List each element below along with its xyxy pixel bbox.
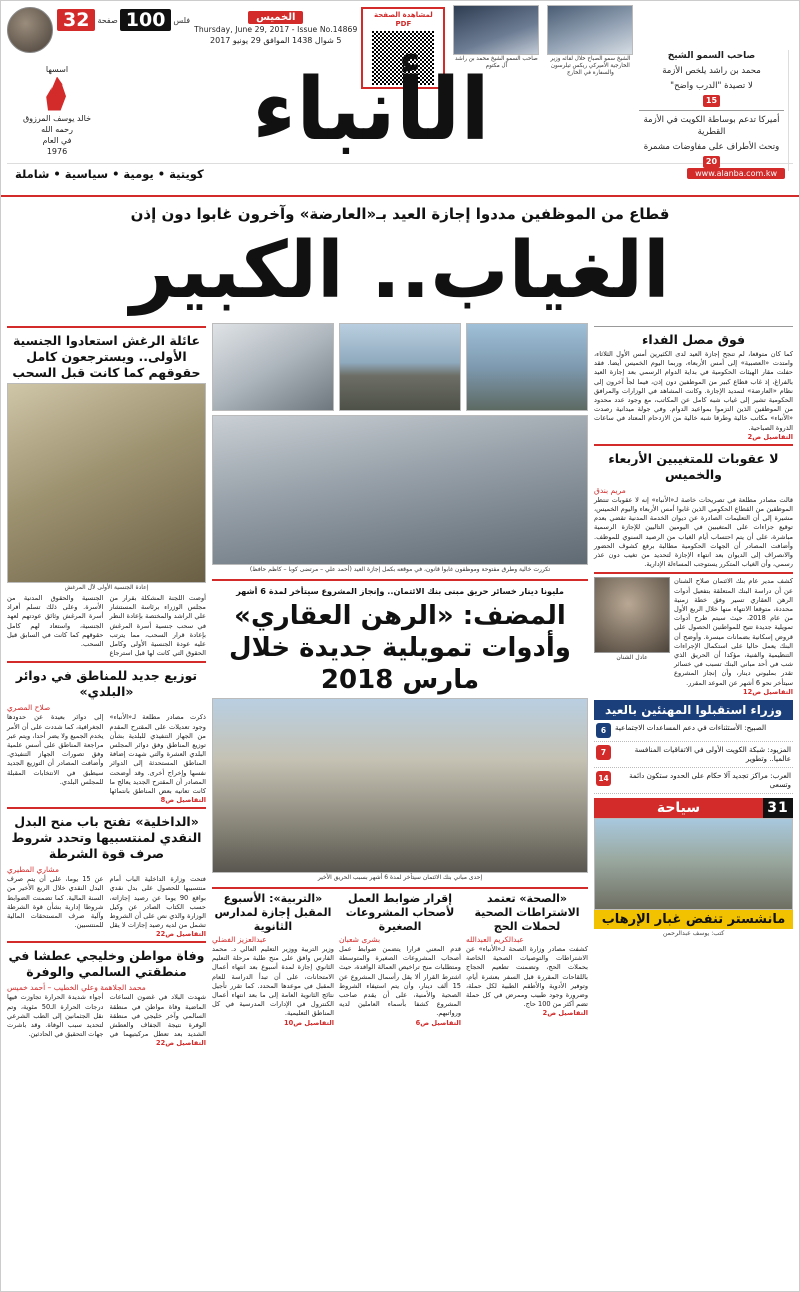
story-baladi-more[interactable]: التفاصيل ص8 [160, 796, 206, 805]
manchester-street-photo [594, 818, 793, 910]
side-news-1: أميركا تدعم بوساطة الكويت في الأزمة القطرية [643, 114, 780, 137]
substory-small-business [339, 892, 461, 1027]
founder-line3: رحمه الله [41, 124, 73, 134]
day-badge: الخميس [248, 11, 303, 24]
top-photo-1-caption: صاحب السمو الشيخ محمد بن راشد آل مكتوم [455, 56, 538, 69]
story-rgesh-headline[interactable]: عائلة الرغش استعادوا الجنسية الأولى.. ويسترجعون كامل حقوقهم كما كانت قبل السحب [12, 333, 201, 380]
sheikh-mohammed-photo [453, 5, 539, 55]
substory-education-body: وزير التربية ووزير التعليم العالي د. محمد الفارس وافق على منح طلبة مرحلة التعليم الثانوي إجازة لمدة أسبوع بعد انتهاء أعمال الامتحانات، على أن تبدأ الدراسة للعام المقبل في موعدها المحدد. كما تقرر تأجيل نتائج الثانوية العامة إلى ما بعد انتهاء أعمال الكنترول في الإدارات المدرسية في كل المناطق التعليمية. [211, 945, 334, 1018]
substory-health-headline[interactable]: «الصحة» تعتمد الاشتراطات الصحية لحملات الحج [474, 892, 580, 933]
masthead-logo-row [7, 50, 793, 166]
story-interior-headline[interactable]: «الداخلية» تفتح باب منح البدل النقدي لمنتسبيها وتحدد شروط صرف قوة الشرطة [11, 814, 202, 862]
flame-icon [42, 77, 72, 111]
no-penalties-body: قالت مصادر مطلعة في تصريحات خاصة لـ«الأنباء» إنه لا عقوبات تنتظر الموظفين من القطاع الحكومي الذين غابوا أمس الأربعاء واليوم الخميس، مشيرة إلى أن التعليمات الصادرة عن ديوان الخدمة المدنية تقضي بعدم توقيع جزاءات على المتغيبين في اليومين التاليين للإجازة الرسمية مباشرة، على أن يتم احتساب أيام الغياب من الرصيد السنوي للموظف. وأضافت المصادر أن الجهات الحكومية مطالبة برفع كشوف الحضور والانصراف إلى الديوان بعد انتهاء الإجازة لتحديد من تغيب دون عذر رسمي، وأن الغياب المتكرر يستوجب المساءلة الإدارية. [594, 495, 793, 569]
content-grid [1, 323, 799, 1047]
substory-health-byline: عبدالكريم العبدالله [466, 935, 524, 944]
page-number-badge: 6 [596, 723, 611, 738]
opinion-body: كما كان متوقعا، لم تنجح إجازة العيد لدى الكثيرين أمس الأول الثلاثاء، وامتدت «العصبية» إلى أمس الأربعاء، وربما اليوم الخميس أيضا. فقد حفلت مقار الهيئات الحكومية في بداية الدوام الرسمي بعد إجازة العيد بالفراغ، إذ غاب قطاع كبير من الموظفين دون إذن، فيما لجأ آخرون إلى نظام «العارضة» لتمديد الإجازة. وكانت المشاهد في الوزارات والمرافق الحكومية تشير إلى غياب شبه كامل عن المكاتب، مع وجود عدد محدود من الموظفين الذين التزموا بمواعيد الدوام. وفي جولة ميدانية رصدت «الأنباء» مكاتب خالية وطرقا شبه خالية من الازدحام المعتاد في ساعات الذروة الصباحية. [594, 350, 793, 432]
divider [594, 444, 793, 446]
emir-portrait-photo [7, 7, 53, 53]
qr-label: لمشاهدة الصفحة PDF [373, 11, 433, 28]
ministers-band: وزراء استقبلوا المهنئين بالعيد [594, 700, 793, 720]
story-baladi-headline[interactable]: توزيع جديد للمناطق في دوائر «البلدي» [15, 668, 198, 700]
substory-education-byline: عبدالعزيز الفضلي [211, 935, 267, 944]
website-url[interactable]: www.alanba.com.kw [687, 168, 785, 179]
empty-government-office-photo [212, 415, 588, 565]
tourism-page-number: 31 [763, 798, 793, 818]
opinion-more[interactable]: التفاصيل ص2 [747, 432, 793, 441]
founder-line2: خالد يوسف المرزوق [22, 113, 92, 123]
divider [7, 807, 206, 809]
story-deaths-headline[interactable]: وفاة مواطن وخليجي عطشا في منطقتي السالمي والوفرة [8, 948, 205, 980]
nav-descriptors: كويتية • يومية • سياسية • شاملة [15, 166, 204, 181]
owner-title: صاحب السمو الشيخ [667, 50, 756, 61]
divider [212, 579, 588, 581]
substory-health [466, 892, 588, 1027]
story-deaths-byline: محمد الجلاهمة وعلي الخطيب – أحمد خميس [7, 983, 146, 993]
substory-education [212, 892, 334, 1027]
story-rgesh-photo-caption: إعادة الجنسية الأولى لآل المرغش [64, 584, 149, 591]
top-photo-row [212, 323, 588, 411]
brief-item-1[interactable] [594, 720, 793, 742]
date-arabic: 5 شوال 1438 الموافق 29 يونيو 2017 [210, 36, 342, 45]
story-rgesh-body: أوصت اللجنة المشكلة بقرار من مجلس الوزراء برئاسة المستشار علي الراشد والمختصة بإعادة النظر في سحب جنسية أسرة المرغش بإعادة قرار السحب، مما يترتب عليه عودة الجنسية الأولى وكامل الحقوق التي كانت لها قبل استرجاع الجنسية والحقوق المدنية من الأسرة. وعلى ذلك تسلم أفراد أسرة المرغش وثائق عودتهم لعهد الجنسية، واستعاد لهم كامل حقوقهم كما كانت في السابق قبل السحب. [7, 594, 206, 658]
bottom-stories-row [212, 892, 588, 1027]
center-photo-caption: تكررت خالية وطرق مفتوحة وموظفون غابوا قانون، في موقعه بكمل إجازة العيد (أحمد علي – مرتضى كوبا – كاظم حافظ) [249, 566, 551, 573]
divider [7, 941, 206, 943]
founder-block [11, 64, 103, 157]
no-penalties-headline[interactable]: لا عقوبات للمتغيبين الأربعاء والخميس [608, 450, 779, 482]
credit-bank-headline[interactable]: المضف: «الرهن العقاري» وأدوات تمويلية جديدة خلال مارس 2018 [229, 601, 571, 695]
empty-road-photo [339, 323, 461, 411]
citizenship-documents-photo [7, 383, 206, 583]
brief-item-2[interactable] [594, 742, 793, 768]
price-value: 100 [120, 9, 172, 31]
empty-office-photo [212, 323, 334, 411]
side-news-2: وتحث الأطراف على مفاوضات مشمرة [643, 141, 780, 152]
column-left [594, 323, 793, 1047]
masthead [1, 1, 799, 197]
official-portrait-caption: عادل الشنان [616, 654, 648, 662]
side-news-page-num: 20 [703, 156, 720, 168]
substory-health-more[interactable]: التفاصيل ص2 [542, 1009, 589, 1018]
credit-bank-sidebar-body: كشف مدير عام بنك الائتمان صلاح الشنان عن أن دراسة البنك المتعلقة بتفعيل أدوات الرهن العقاري تسير وفق خطة زمنية محددة، متوقعا الانتهاء منها خلال الربع الأول من عام 2018، حيث سيتم طرح أدوات تمويلية جديدة تتيح للمواطنين الحصول على قروض إسكانية بضمانات ميسرة. وأوضح أن البنك يعمل حاليا على استكمال الإجراءات التنظيمية والفنية، مؤكدا أن الحريق الذي شب في أحد مباني البنك تسبب في خسائر تقدر بمليوني دينار، وأن إنجاز المشروع سيتأخر نحو 6 أشهر عن الموعد المقرر. [674, 577, 793, 687]
brief-item-3[interactable] [594, 768, 793, 794]
owner-name: محمد بن راشد يلخص الأزمة [662, 65, 761, 76]
tourism-byline: كتب: يوسف عبدالرحمن [662, 929, 725, 937]
construction-site-photo [212, 698, 588, 873]
story-interior-body: فتحت وزارة الداخلية الباب أمام منتسبيها للحصول على بدل نقدي بواقع 90 يوما عن رصيد إجازاته، حسب الكتاب الصادر عن وكيل الوزارة والذي نص على أن الشروط تشمل من لديه رصيد إجازات لا يقل عن 15 يوما، على أن يتم صرف البدل النقدي خلال الربع الأخير من السنة المالية. كما تضمنت الضوابط شروطا إدارية بشأن قوة الشرطة وآلية صرف المستحقات المالية للمنتسبين. [7, 875, 206, 930]
column-center [212, 323, 588, 1047]
brief-item-1-text: الصبيح: الأستثناءات في دعم المساعدات الاجتماعية [615, 722, 767, 732]
substory-business-body: قدم المعني قرارا يتضمن ضوابط عمل أصحاب المشروعات الصغيرة والمتوسطة ومتطلبات منح تراخيص العمالة الوافدة، حيث اشترط القرار ألا يقل رأسمال المشروع عن 15 ألف دينار، وأن يتم استيفاء الشروط الصحية والأمنية، على أن يقدم صاحب المشروع كشفا بأسماء العاملين لديه ورواتبهم. [338, 945, 461, 1018]
tourism-section-band: سياحة [594, 798, 763, 818]
tourism-headline[interactable]: مانشستر تنفض غبار الإرهاب [594, 910, 793, 929]
pages-count: 32 [57, 9, 95, 31]
date-english: Thursday, June 29, 2017 - Issue No.14869 [194, 25, 358, 34]
page-number-badge: 14 [596, 771, 611, 786]
story-deaths-more[interactable]: التفاصيل ص22 [156, 1039, 206, 1048]
masthead-side-news [639, 50, 789, 171]
story-baladi-body: ذكرت مصادر مطلعة لـ«الأنباء» وجود تعديلات على المقترح المقدم من الجهاز التنفيذي للبلدية بشأن توزيع المناطق وفق دوائر المجلس البلدي العشرة والتي شهدت إضافة المناطق المستحدثة إلى الدوائر نفسها وإخراج أخرى. وقد أوضحت المصادر أن المقترح الجديد يعالج ما كانت تعانيه بعض المناطق بانتمائها إلى دوائر بعيدة عن حدودها الجغرافية، كما شددت على أن الأمر يخدم الجميع ولا يضر أحدا، ويتم عبر مراجعة المناطق على أسس علمية وفق تصورات الجهاز التنفيذي. وأضافت المصادر أن التوزيع الجديد سيطبق في الانتخابات المقبلة للمجلس البلدي. [7, 713, 206, 796]
official-portrait-photo [594, 577, 670, 653]
divider [594, 326, 793, 327]
opinion-headline[interactable]: فوق مصل الفداء [642, 332, 746, 347]
credit-bank-kicker: مليونا دينار خسائر حريق مبنى بنك الائتمان.. وإنجاز المشروع سيتأخر لمدة 6 أشهر [236, 586, 564, 596]
substory-education-headline[interactable]: «التربية»: الأسبوع المقبل إجازة لمدارس الثانوية [214, 892, 332, 933]
meeting-photo [547, 5, 633, 55]
substory-business-headline[interactable]: إقرار ضوابط العمل لأصحاب المشروعات الصغيرة [345, 892, 455, 933]
owner-desc: لا تصيدة "الدرب واضح" [670, 80, 753, 91]
main-headline: الغياب.. الكبير [130, 226, 670, 316]
column-right [7, 323, 206, 1047]
divider [639, 110, 784, 111]
brief-item-2-text: المزيود: شبكة الكويت الأولى في الاتفاقيات المنافسة عالميا.. وتطوير [634, 744, 791, 764]
divider [7, 326, 206, 328]
founder-line4: في العام [42, 135, 72, 145]
founder-line5: 1976 [46, 146, 68, 156]
price-label: فلس [173, 15, 191, 25]
substory-health-body: كشفت مصادر وزارة الصحة لـ«الأنباء» عن الاشتراطات والتوصيات الصحية الخاصة بحملات الحج، وتضمنت تطعيم الحجاج باللقاحات المقررة قبل السفر بعشرة أيام، وتوفير الأدوية والأطقم الطبية لكل حملة، وضرورة وجود طبيب وممرض في كل حملة تضم أكثر من 100 حاج. [466, 945, 589, 1009]
founder-line1: اسسها [45, 64, 69, 74]
substory-business-byline: بشرى شعبان [338, 935, 381, 944]
substory-business-more[interactable]: التفاصيل ص6 [415, 1018, 461, 1027]
pages-label: صفحة [97, 15, 118, 25]
divider [594, 572, 793, 574]
story-deaths-body: شهدت البلاد في غضون الساعات الماضية وفاة مواطن في منطقة السالمي وآخر خليجي في منطقة الوفرة نتيجة الجفاف والعطش الشديد بعد تعطل مركبتيهما في أجواء شديدة الحرارة تجاوزت فيها درجات الحرارة الـ50 مئوية، وتم نقل الجثمانين إلى الطب الشرعي لتحديد سبب الوفاة. وقد باشرت جهات التحقيق في الحادثين. [7, 993, 206, 1039]
substory-education-more[interactable]: التفاصيل ص10 [284, 1018, 334, 1027]
no-penalties-byline: مريم بندق [594, 485, 626, 495]
divider [212, 887, 588, 889]
headline-kicker: قطاع من الموظفين مددوا إجازة العيد بـ«العارضة» وآخرون غابوا دون إذن [130, 205, 670, 223]
page-number-badge: 7 [596, 745, 611, 760]
story-interior-byline: مشاري المطيري [7, 865, 59, 875]
pages-price-badges [57, 9, 190, 31]
story-baladi-byline: صلاح المصري [7, 703, 51, 713]
credit-bank-sidebar-more[interactable]: التفاصيل ص12 [743, 687, 793, 696]
city-skyline-photo [466, 323, 588, 411]
construction-photo-caption: إحدى مباني بنك الائتمان سيتأخر لمدة 6 أشهر بسبب الحريق الأخير [317, 874, 483, 881]
divider [7, 661, 206, 663]
story-interior-more[interactable]: التفاصيل ص22 [156, 930, 206, 939]
dateline [194, 11, 357, 46]
brief-item-3-text: العرب: مراكز تجديد آلا حكام على الحدود ستكون دائمة وتسعى [629, 770, 791, 790]
owner-page-num: 15 [703, 95, 720, 107]
top-photo-2-caption: الشيخ سمو الصباح خلال لقائه وزير الخارجية الأميركي ريكس تيلرسون والسفارة في الخارج [550, 56, 631, 76]
newspaper-logo: الأنباء [252, 60, 490, 160]
